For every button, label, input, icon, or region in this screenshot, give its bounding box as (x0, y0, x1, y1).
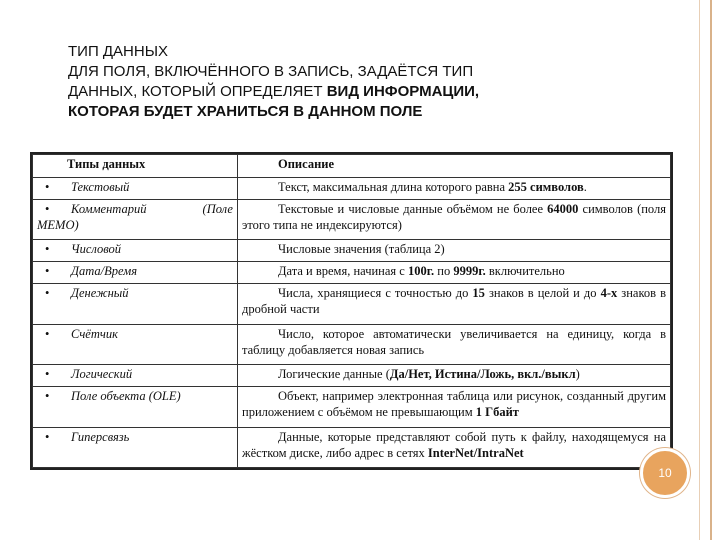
table-row (33, 387, 671, 427)
table-row (33, 324, 671, 364)
header-types: Типы данных (33, 155, 238, 178)
heading-line-4: КОТОРАЯ БУДЕТ ХРАНИТЬСЯ В ДАННОМ ПОЛЕ (68, 103, 423, 120)
slide-heading (68, 42, 668, 122)
bullet: • (45, 286, 50, 301)
type-description: Данные, которые представляют собой путь к файлу, находящемуся на жёстком диске, либо адрес в сетях InterNet/IntraNet (238, 427, 671, 468)
heading-line-3 (68, 82, 668, 102)
table-row (33, 178, 671, 200)
slide-border-right-inner (699, 0, 700, 540)
header-description: Описание (238, 155, 671, 178)
bullet: • (45, 264, 50, 279)
table-header-row (33, 155, 671, 178)
heading-line-1: ТИП ДАННЫХ (68, 43, 169, 60)
type-description: Числа, хранящиеся с точностью до 15 знаков в целой и до 4-х знаков в дробной части (238, 284, 671, 324)
table-row (33, 284, 671, 324)
table-row (33, 240, 671, 262)
type-description: Логические данные (Да/Нет, Истина/Ложь, вкл./выкл) (238, 365, 671, 387)
bullet: • (45, 367, 50, 382)
type-description: Текст, максимальная длина которого равна 255 символов. (238, 178, 671, 200)
type-description: Число, которое автоматически увеличивается на единицу, когда в таблицу добавляется новая запись (238, 324, 671, 364)
type-name: Числовой (71, 242, 122, 257)
bullet: • (45, 180, 50, 194)
type-name: Текстовый (71, 180, 130, 194)
bullet: • (45, 326, 50, 341)
type-name: Дата/Время (71, 264, 138, 279)
type-name: Поле объекта (OLE) (71, 389, 181, 404)
type-name-line2: MEMO) (37, 217, 79, 232)
table-row (33, 262, 671, 284)
type-description: Объект, например электронная таблица или рисунок, созданный другим приложением с объёмом не превышающим 1 Гбайт (238, 387, 671, 427)
bullet: • (45, 201, 50, 216)
table-row (33, 427, 671, 468)
type-description: Числовые значения (таблица 2) (238, 240, 671, 262)
type-name: Гиперсвязь (71, 429, 130, 444)
type-description: Дата и время, начиная с 100г. по 9999г. включительно (238, 262, 671, 284)
type-name-tail: (Поле (202, 201, 233, 216)
type-name: Денежный (71, 286, 129, 301)
table-row (33, 365, 671, 387)
slide-border-right (710, 0, 712, 540)
type-name: Логический (71, 367, 133, 382)
page-number-badge: 10 (640, 448, 690, 498)
type-description: Текстовые и числовые данные объёмом не более 64000 символов (поля этого типа не индексируются) (238, 199, 671, 239)
bullet: • (45, 242, 50, 257)
bullet: • (45, 389, 50, 404)
heading-line-3-bold: ВИД ИНФОРМАЦИИ, (326, 83, 480, 100)
heading-line-3-normal: ДАННЫХ, КОТОРЫЙ ОПРЕДЕЛЯЕТ (68, 83, 327, 100)
bullet: • (45, 429, 50, 444)
heading-line-2: ДЛЯ ПОЛЯ, ВКЛЮЧЁННОГО В ЗАПИСЬ, ЗАДАЁТСЯ ТИП (68, 63, 474, 80)
type-name: Счётчик (71, 326, 118, 341)
data-types-table (30, 152, 673, 470)
table-row (33, 199, 671, 239)
type-name: Комментарий (71, 201, 147, 216)
